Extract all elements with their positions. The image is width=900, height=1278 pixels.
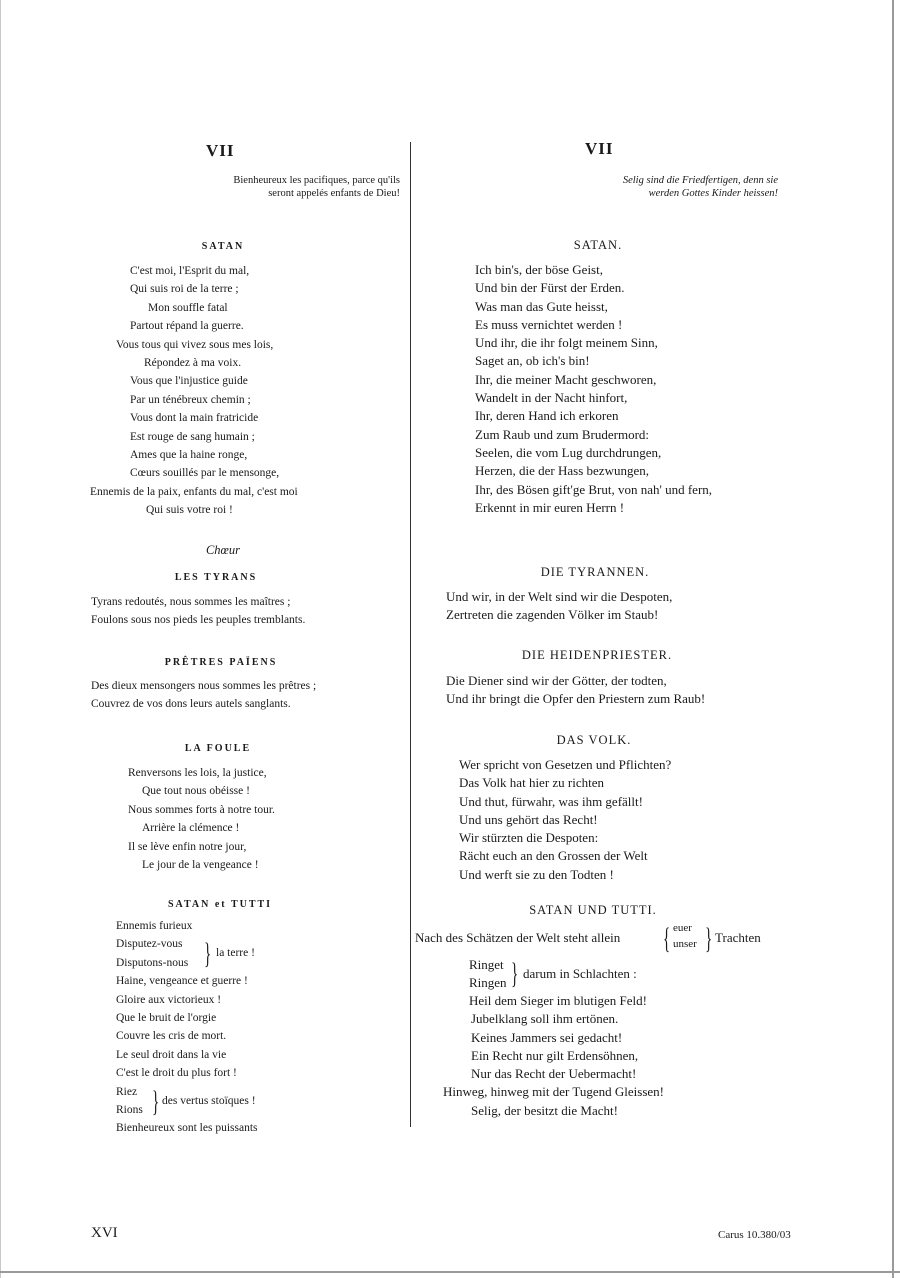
- left-choeur-label: Chœur: [205, 543, 241, 557]
- verse-line: Est rouge de sang humain ;: [130, 430, 255, 443]
- verse-line: Nur das Recht der Uebermacht!: [471, 1066, 637, 1082]
- verse-line: Par un ténébreux chemin ;: [130, 393, 251, 406]
- verse-line: la terre !: [216, 947, 255, 960]
- verse-line: Tyrans redoutés, nous sommes les maîtres ;: [91, 596, 291, 608]
- verse-line: des vertus stoïques !: [162, 1094, 256, 1107]
- left-role-tyrans: LES TYRANS: [174, 572, 258, 583]
- verse-line: Le jour de la vengeance !: [142, 859, 259, 872]
- brace-group: [469, 956, 795, 992]
- verse-line: Haine, vengeance et guerre !: [116, 975, 248, 988]
- verse-line: Ringet: [469, 957, 504, 972]
- verse-line: Il se lève enfin notre jour,: [128, 840, 247, 853]
- verse-line: Que le bruit de l'orgie: [116, 1012, 217, 1025]
- brace-icon: }: [152, 1084, 160, 1118]
- left-role-foule: LA FOULE: [184, 743, 252, 754]
- verse-line: Keines Jammers sei gedacht!: [471, 1029, 623, 1045]
- right-tyrannen-verse: [446, 588, 672, 625]
- page-frame-right: [892, 0, 894, 1278]
- left-satan-verse: [88, 262, 358, 520]
- left-role-satan: SATAN: [201, 241, 245, 252]
- verse-line: Saget an, ob ich's bin!: [475, 353, 590, 369]
- left-tyrans-verse: [91, 593, 305, 630]
- right-epigraph-line: Selig sind die Friedfertigen, denn sie: [622, 175, 778, 186]
- verse-line: Gloire aux victorieux !: [116, 993, 222, 1006]
- verse-line: Couvrez de vos dons leurs autels sanglants.: [91, 698, 291, 711]
- left-pretres-verse: [91, 677, 316, 714]
- page-frame-bottom: [0, 1271, 900, 1273]
- verse-line: Jubelklang soll ihm ertönen.: [471, 1011, 619, 1027]
- brace-left-icon: {: [663, 922, 671, 955]
- verse-line: Zertreten die zagenden Völker im Staub!: [446, 607, 659, 623]
- verse-line: Seelen, die vom Lug durchdrungen,: [475, 444, 662, 460]
- verse-line: Und wir, in der Welt sind wir die Despoten,: [446, 589, 673, 604]
- verse-line: Trachten: [715, 930, 761, 945]
- left-tutti-verse: [116, 917, 258, 1138]
- verse-line: Hinweg, hinweg mit der Tugend Gleissen!: [443, 1084, 664, 1100]
- verse-line: Ennemis de la paix, enfants du mal, c'est moi: [90, 485, 298, 498]
- verse-line: Ihr, die meiner Macht geschworen,: [475, 371, 657, 387]
- verse-line: Que tout nous obéisse !: [142, 785, 250, 798]
- brace-group: [116, 935, 258, 972]
- verse-line: Ihr, des Bösen gift'ge Brut, von nah' und fern,: [475, 481, 713, 497]
- verse-line: Es muss vernichtet werden !: [475, 316, 623, 332]
- verse-line: Vous dont la main fratricide: [130, 412, 259, 425]
- verse-line: Und ihr bringt die Opfer den Priestern zum Raub!: [446, 691, 706, 707]
- verse-line: Heil dem Sieger im blutigen Feld!: [469, 993, 647, 1008]
- right-tutti-verse: [415, 920, 795, 1120]
- verse-line: Riez: [116, 1085, 138, 1098]
- verse-line: Ihr, deren Hand ich erkoren: [475, 408, 619, 424]
- verse-line: Rächt euch an den Grossen der Welt: [459, 848, 648, 864]
- verse-line: Die Diener sind wir der Götter, der todten,: [446, 673, 667, 688]
- verse-line: Herzen, die der Hass bezwungen,: [475, 463, 649, 479]
- right-satan-verse: [475, 261, 712, 517]
- right-volk-verse: [459, 756, 671, 884]
- verse-line: Bienheureux sont les puissants: [116, 1122, 258, 1135]
- brace-icon: }: [511, 957, 519, 990]
- verse-line: Ich bin's, der böse Geist,: [475, 262, 603, 277]
- verse-line: Rions: [116, 1104, 143, 1117]
- right-role-satan: SATAN.: [573, 238, 623, 252]
- verse-line: Das Volk hat hier zu richten: [459, 775, 605, 791]
- right-priester-verse: [446, 672, 705, 709]
- brace-icon: }: [204, 937, 212, 971]
- verse-line: Foulons sous nos pieds les peuples tremblants.: [91, 614, 306, 627]
- verse-line: Disputons-nous: [116, 956, 189, 969]
- right-epigraph-line: werden Gottes Kinder heissen!: [648, 188, 778, 199]
- right-epigraph: [623, 174, 778, 200]
- right-role-tyrannen: DIE TYRANNEN.: [540, 565, 650, 579]
- verse-line: Le seul droit dans la vie: [116, 1048, 227, 1061]
- verse-line: Arrière la clémence !: [142, 822, 240, 835]
- verse-line: Des dieux mensongers nous sommes les prêtres ;: [91, 680, 317, 692]
- verse-line: Couvre les cris de mort.: [116, 1030, 227, 1043]
- page-number: XVI: [91, 1225, 118, 1241]
- verse-line: Qui suis roi de la terre ;: [130, 283, 239, 296]
- verse-line: Und ihr, die ihr folgt meinem Sinn,: [475, 335, 658, 351]
- left-role-tutti: SATAN et TUTTI: [167, 899, 273, 910]
- verse-line: C'est moi, l'Esprit du mal,: [130, 265, 250, 277]
- right-role-heidenpriester: DIE HEIDENPRIESTER.: [521, 648, 673, 662]
- page-frame-left: [0, 0, 1, 1278]
- verse-line: Und uns gehört das Recht!: [459, 811, 598, 827]
- verse-line: Ennemis furieux: [116, 920, 193, 932]
- left-foule-verse: [128, 764, 275, 874]
- right-role-tutti: SATAN UND TUTTI.: [529, 903, 657, 917]
- left-epigraph-line: Bienheureux les pacifiques, parce qu'ils: [233, 175, 400, 186]
- right-section-number: VII: [585, 139, 614, 158]
- verse-line: Qui suis votre roi !: [146, 504, 233, 517]
- verse-line: Wer spricht von Gesetzen und Pflichten?: [459, 757, 672, 772]
- verse-line: Selig, der besitzt die Macht!: [471, 1102, 618, 1118]
- verse-line: euer: [673, 922, 692, 934]
- brace-group: [415, 920, 795, 956]
- verse-line: Erkennt in mir euren Herrn !: [475, 499, 625, 515]
- brace-right-icon: }: [705, 922, 713, 955]
- verse-line: Renversons les lois, la justice,: [128, 767, 267, 779]
- verse-line: Was man das Gute heisst,: [475, 298, 608, 314]
- verse-line: Vous tous qui vivez sous mes lois,: [116, 338, 274, 351]
- verse-line: Und thut, fürwahr, was ihm gefällt!: [459, 793, 643, 809]
- verse-line: C'est le droit du plus fort !: [116, 1067, 237, 1080]
- verse-line: Nach des Schätzen der Welt steht allein: [415, 930, 621, 945]
- verse-line: Ames que la haine ronge,: [130, 449, 248, 462]
- verse-line: Und bin der Fürst der Erden.: [475, 280, 625, 296]
- verse-line: Zum Raub und zum Brudermord:: [475, 426, 650, 442]
- verse-line: unser: [673, 938, 697, 950]
- brace-group: [116, 1083, 258, 1120]
- left-section-number: VII: [206, 141, 235, 160]
- verse-line: darum in Schlachten :: [523, 966, 637, 981]
- left-epigraph-line: seront appelés enfants de Dieu!: [268, 188, 400, 199]
- right-role-volk: DAS VOLK.: [556, 733, 632, 747]
- left-role-pretres: PRÊTRES PAÏENS: [164, 657, 278, 668]
- catalog-number: Carus 10.380/03: [718, 1229, 791, 1241]
- verse-line: Ein Recht nur gilt Erdensöhnen,: [471, 1047, 639, 1063]
- verse-line: Disputez-vous: [116, 938, 183, 951]
- verse-line: Cœurs souillés par le mensonge,: [130, 467, 280, 480]
- verse-line: Nous sommes forts à notre tour.: [128, 803, 275, 816]
- verse-line: Répondez à ma voix.: [144, 357, 242, 370]
- verse-line: Vous que l'injustice guide: [130, 375, 248, 388]
- verse-line: Wir stürzten die Despoten:: [459, 830, 599, 846]
- column-divider: [410, 142, 411, 1127]
- verse-line: Mon souffle fatal: [148, 301, 228, 314]
- verse-line: Ringen: [469, 975, 507, 990]
- verse-line: Und werft sie zu den Todten !: [459, 866, 614, 882]
- left-epigraph: [233, 174, 400, 200]
- verse-line: Partout répand la guerre.: [130, 320, 244, 333]
- verse-line: Wandelt in der Nacht hinfort,: [475, 390, 628, 406]
